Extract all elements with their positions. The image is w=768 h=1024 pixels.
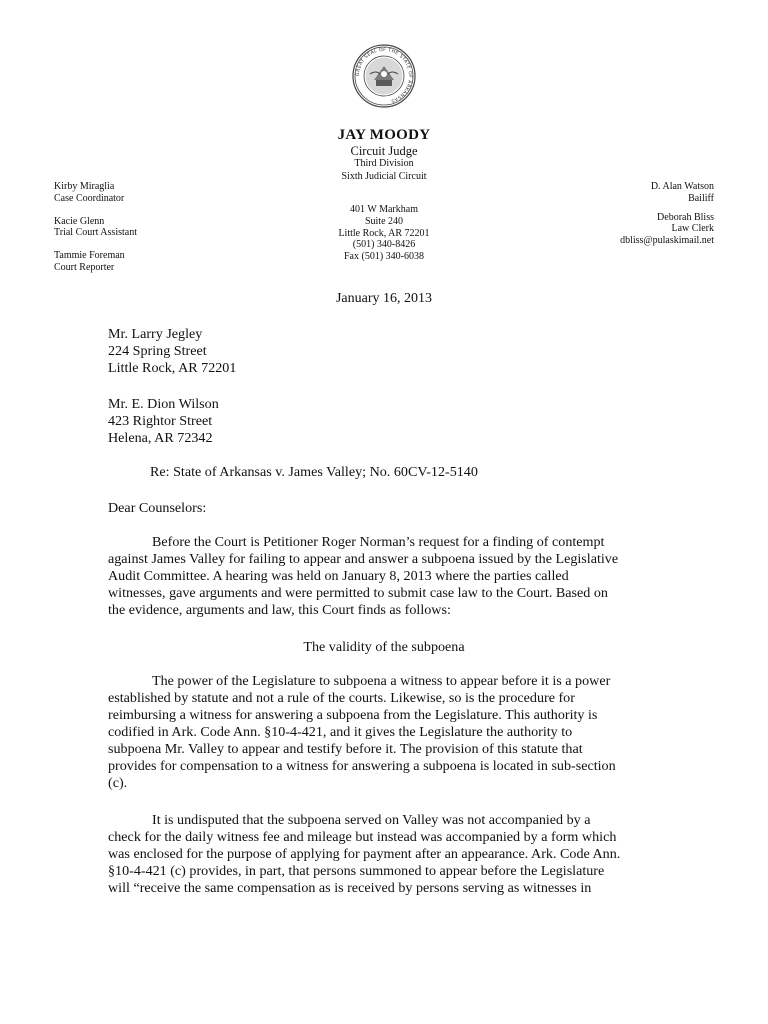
paragraph-line: §10-4-421 (c) provides, in part, that persons summoned to appear before the Legislature <box>108 863 605 879</box>
paragraph-line: check for the daily witness fee and mileage but instead was accompanied by a form which <box>108 829 617 845</box>
staff-role: Case Coordinator <box>54 192 125 204</box>
paragraph-line: Before the Court is Petitioner Roger Norman’s request for a finding of contempt <box>152 534 605 550</box>
division: Third Division <box>354 158 414 169</box>
paragraph-line: was enclosed for the purpose of applying for payment after an appearance. Ark. Code Ann. <box>108 846 621 862</box>
paragraph <box>108 673 668 792</box>
staff-name: Kirby Miraglia <box>54 181 115 192</box>
re-line: Re: State of Arkansas v. James Valley; No. 60CV-12-5140 <box>150 464 478 480</box>
state-seal-icon <box>352 44 416 108</box>
paragraph-line: codified in Ark. Code Ann. §10-4-421, and it gives the Legislature the authority to <box>108 724 573 740</box>
recipient-street: 224 Spring Street <box>108 343 207 359</box>
recipient-city: Little Rock, AR 72201 <box>108 360 237 376</box>
letter-date: January 16, 2013 <box>335 291 433 306</box>
judicial-circuit: Sixth Judicial Circuit <box>341 171 427 182</box>
paragraph-line: established by statute and not a rule of the courts. Likewise, so is the procedure for <box>108 690 575 706</box>
staff-name: Tammie Foreman <box>54 250 125 262</box>
judge-name: JAY MOODY <box>337 127 431 143</box>
chambers-address <box>284 204 484 263</box>
address-phone: (501) 340-8426 <box>352 239 416 251</box>
paragraph <box>108 534 668 619</box>
staff-member <box>54 216 137 240</box>
address-city: Little Rock, AR 72201 <box>338 227 430 239</box>
staff-name: Kacie Glenn <box>54 215 105 227</box>
recipient-address <box>108 396 668 447</box>
staff-member <box>54 250 137 274</box>
staff-member <box>54 181 137 205</box>
paragraph-line: will “receive the same compensation as is received by persons serving as witnesses in <box>108 880 592 896</box>
paragraph-line: The power of the Legislature to subpoena a witness to appear before it is a power <box>152 673 611 689</box>
staff-role: Trial Court Assistant <box>54 227 137 239</box>
judge-title: Circuit Judge <box>350 144 418 158</box>
recipient-city: Helena, AR 72342 <box>108 430 213 446</box>
paragraph-line: against James Valley for failing to appear and answer a subpoena issued by the Legislative <box>108 551 619 567</box>
paragraph-line: It is undisputed that the subpoena served on Valley was not accompanied by a <box>152 812 591 828</box>
recipient-street: 423 Rightor Street <box>108 413 213 429</box>
paragraph-line: the evidence, arguments and law, this Court finds as follows: <box>108 602 451 618</box>
staff-list-left <box>54 181 137 285</box>
recipient-name: Mr. Larry Jegley <box>108 326 203 342</box>
recipient-address <box>108 326 668 377</box>
staff-member <box>620 212 714 247</box>
address-street: 401 W Markham <box>350 204 418 215</box>
address-suite: Suite 240 <box>364 215 404 227</box>
paragraph-line: (c). <box>108 775 128 791</box>
staff-role: Court Reporter <box>54 261 115 273</box>
paragraph <box>108 812 668 897</box>
staff-member <box>620 181 714 205</box>
staff-email: dbliss@pulaskimail.net <box>620 235 714 247</box>
recipient-name: Mr. E. Dion Wilson <box>108 396 219 412</box>
address-fax: Fax (501) 340-6038 <box>344 251 424 263</box>
staff-list-right <box>620 181 714 254</box>
section-heading: The validity of the subpoena <box>303 639 465 655</box>
paragraph-line: witnesses, gave arguments and were permitted to submit case law to the Court. Based on <box>108 585 608 601</box>
staff-role: Bailiff <box>688 192 714 204</box>
paragraph-line: Audit Committee. A hearing was held on January 8, 2013 where the parties called <box>108 568 569 584</box>
paragraph-line: provides for compensation to a witness for answering a subpoena is located in sub-section <box>108 758 616 774</box>
staff-role: Law Clerk <box>671 223 714 235</box>
paragraph-line: subpoena Mr. Valley to appear and testify before it. The provision of this statute that <box>108 741 583 757</box>
staff-name: Deborah Bliss <box>657 211 714 223</box>
paragraph-line: reimbursing a witness for answering a subpoena from the Legislature. This authority is <box>108 707 598 723</box>
seal-lettering: GREAT SEAL OF THE STATE OF ARKANSAS <box>355 47 413 103</box>
staff-name: D. Alan Watson <box>650 181 714 192</box>
salutation: Dear Counselors: <box>108 500 207 516</box>
